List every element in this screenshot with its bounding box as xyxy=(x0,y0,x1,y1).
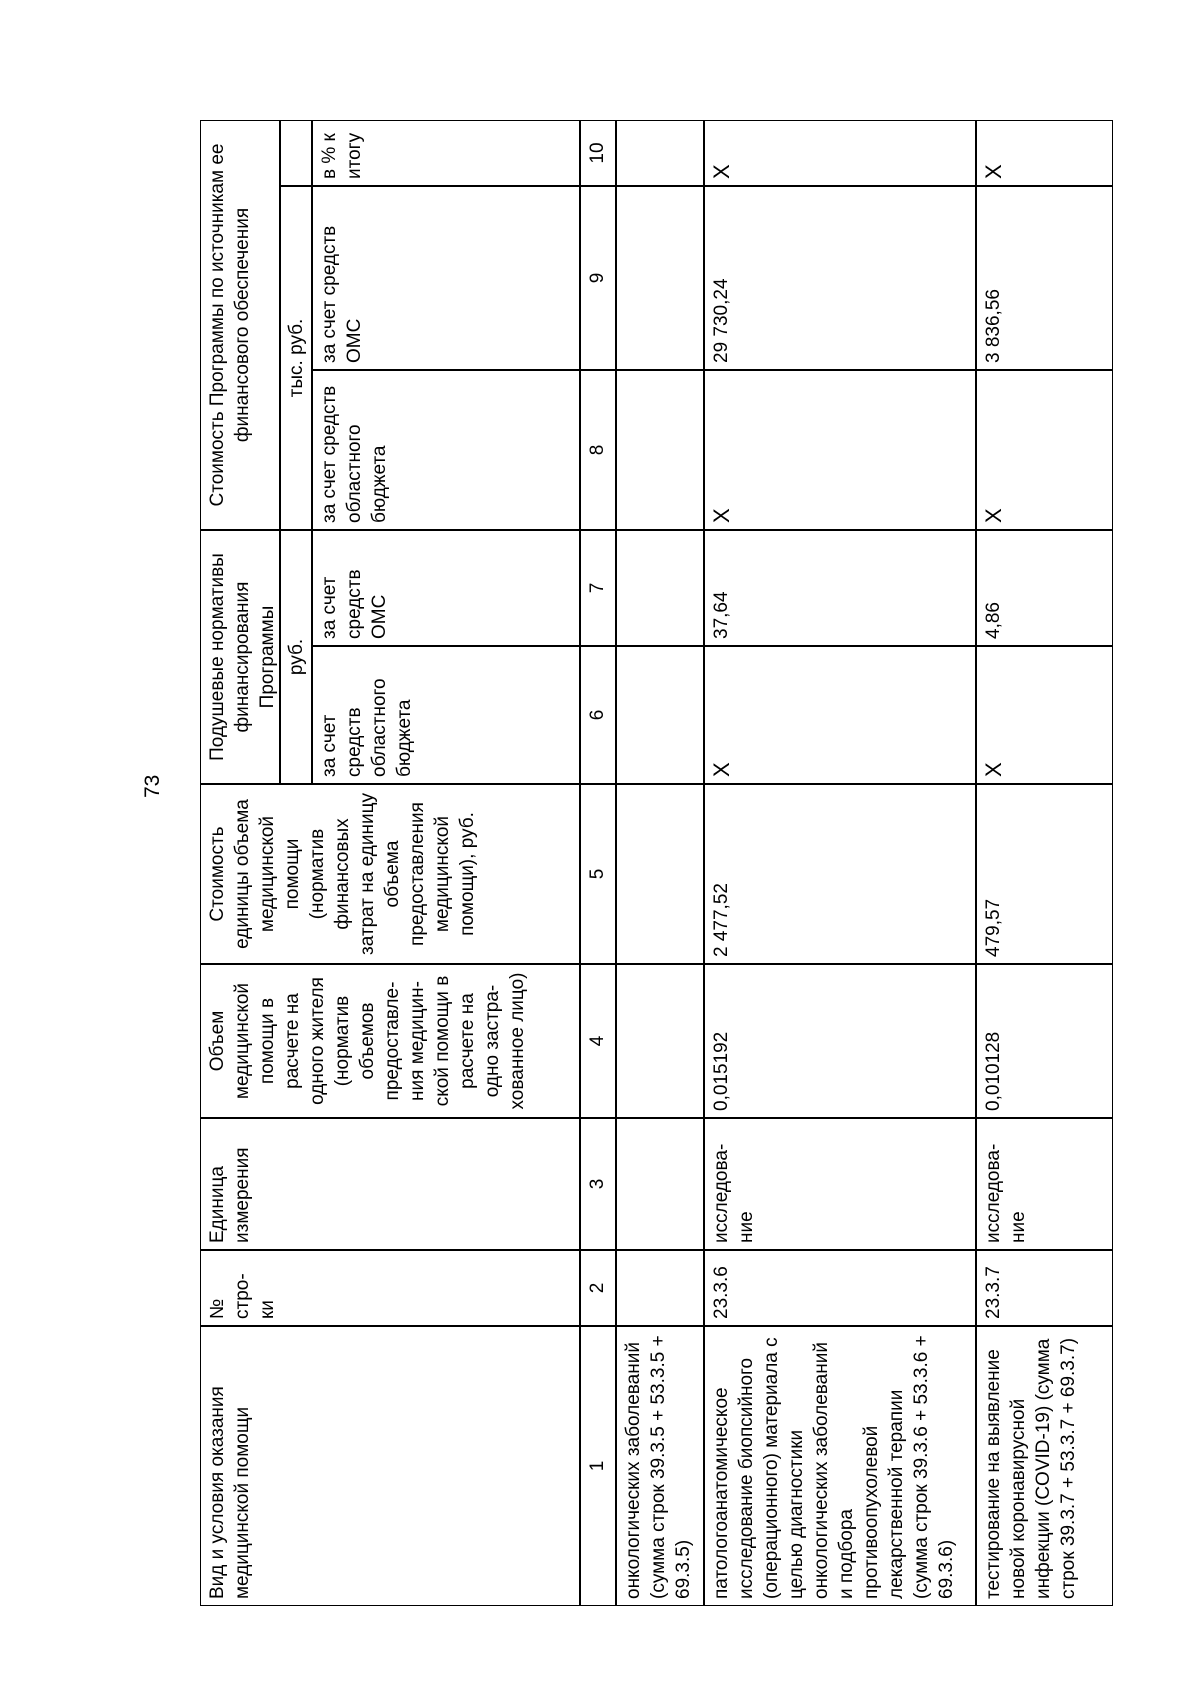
row-cost-regional: X xyxy=(704,370,976,530)
column-number: 5 xyxy=(580,784,616,964)
header-cost-percent: в % к итогу xyxy=(312,120,580,186)
header-cost-unit-empty xyxy=(280,120,312,186)
header-per-capita-unit: руб. xyxy=(280,530,312,784)
header-cost-oms: за счет средств ОМС xyxy=(312,186,580,370)
column-number: 2 xyxy=(580,1250,616,1326)
row-norm-oms xyxy=(616,530,704,646)
header-unit: Единица измерения xyxy=(200,1118,580,1250)
row-cost-oms: 29 730,24 xyxy=(704,186,976,370)
row-percent: X xyxy=(704,120,976,186)
row-norm-regional xyxy=(616,646,704,784)
column-number: 9 xyxy=(580,186,616,370)
row-cost-per-unit: 479,57 xyxy=(976,784,1113,964)
row-type: тестирование на выявление новой коронавирусной инфекции (COVID-19) (сумма строк 39.3.7 + 53.3.7 + 69.3.7) xyxy=(976,1326,1113,1606)
row-unit: исследова-ние xyxy=(976,1118,1113,1250)
row-norm-regional: X xyxy=(704,646,976,784)
row-percent xyxy=(616,120,704,186)
row-cost-per-unit xyxy=(616,784,704,964)
row-cost-per-unit: 2 477,52 xyxy=(704,784,976,964)
header-norm-regional: за счет средств областного бюджета xyxy=(312,646,580,784)
row-line-number xyxy=(616,1250,704,1326)
header-line-number: № стро-ки xyxy=(200,1250,580,1326)
header-cost-per-unit: Стоимость единицы объема медицинской помощи (норматив финансовых затрат на единицу объема предоставления медицинской помощи), руб. xyxy=(200,784,580,964)
row-type: патологоанатомическое исследование биопсийного (операционного) материала с целью диагностики онкологических заболеваний и подбора противоопухолевой лекарственной терапии (сумма строк 39.3.6 + 53.3.6 + 69.3.6) xyxy=(704,1326,976,1606)
page-number: 73 xyxy=(141,774,164,798)
column-number: 1 xyxy=(580,1326,616,1606)
header-cost-unit: тыс. руб. xyxy=(280,186,312,530)
header-per-capita-group: Подушевые нормативы финансирования Программы xyxy=(200,530,280,784)
header-cost-group: Стоимость Программы по источникам ее финансового обеспечения xyxy=(200,120,280,530)
row-type: онкологических заболеваний (сумма строк 39.3.5 + 53.3.5 + 69.3.5) xyxy=(616,1326,704,1606)
row-line-number: 23.3.6 xyxy=(704,1250,976,1326)
row-percent: X xyxy=(976,120,1113,186)
header-type: Вид и условия оказания медицинской помощи xyxy=(200,1326,580,1606)
row-cost-oms: 3 836,56 xyxy=(976,186,1113,370)
row-unit xyxy=(616,1118,704,1250)
header-volume: Объем медицинской помощи в расчете на одного жителя (норматив объемов предоставле-ния медицин-ской помощи в расчете на одно застра-хованное лицо) xyxy=(200,964,580,1118)
row-volume: 0,010128 xyxy=(976,964,1113,1118)
row-norm-oms: 37,64 xyxy=(704,530,976,646)
data-table xyxy=(200,120,1125,1606)
row-line-number: 23.3.7 xyxy=(976,1250,1113,1326)
row-volume: 0,015192 xyxy=(704,964,976,1118)
column-number: 6 xyxy=(580,646,616,784)
column-number: 10 xyxy=(580,120,616,186)
column-number: 7 xyxy=(580,530,616,646)
column-number: 4 xyxy=(580,964,616,1118)
row-norm-oms: 4,86 xyxy=(976,530,1113,646)
column-number: 8 xyxy=(580,370,616,530)
row-cost-regional xyxy=(616,370,704,530)
row-volume xyxy=(616,964,704,1118)
header-cost-regional: за счет средств областного бюджета xyxy=(312,370,580,530)
row-unit: исследова-ние xyxy=(704,1118,976,1250)
column-number: 3 xyxy=(580,1118,616,1250)
row-norm-regional: X xyxy=(976,646,1113,784)
row-cost-regional: X xyxy=(976,370,1113,530)
row-cost-oms xyxy=(616,186,704,370)
header-norm-oms: за счет средств ОМС xyxy=(312,530,580,646)
